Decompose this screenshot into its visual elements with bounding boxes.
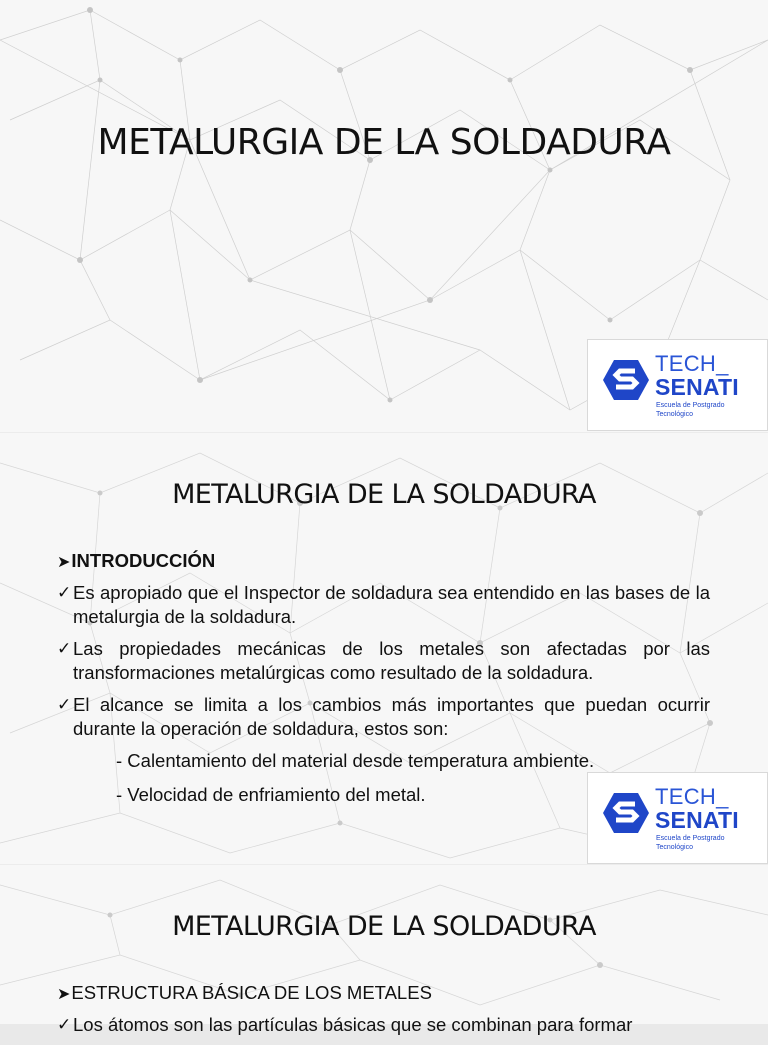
list-item: ✓ El alcance se limita a los cambios más importantes que puedan ocurrir durante la operación de soldadura, estos son: (57, 694, 710, 739)
check-bullet-icon: ✓ (57, 639, 72, 658)
check-bullet-icon: ✓ (57, 695, 72, 714)
check-bullet-icon: ✓ (57, 583, 72, 602)
section-heading: ➤ ESTRUCTURA BÁSICA DE LOS METALES (57, 981, 710, 1007)
logo-line-1: TECH_ (655, 351, 729, 376)
sub-list-item: - Calentamiento del material desde temperatura ambiente. (116, 750, 595, 771)
slide-estructura (0, 865, 768, 1035)
tech-senati-logo (587, 339, 768, 431)
logo-line-1: TECH_ (655, 784, 729, 809)
logo-tagline: Escuela de Postgrado Tecnológico (656, 402, 725, 418)
list-item: ✓ Los átomos son las partículas básicas que se combinan para formar (57, 1014, 633, 1035)
section-heading: ➤ INTRODUCCIÓN (57, 549, 710, 575)
list-item: ✓ Las propiedades mecánicas de los metales son afectadas por las transformaciones metalúrgicas como resultado de la soldadura. (57, 638, 710, 683)
slide-3-body (57, 981, 710, 1045)
senati-s-icon (602, 358, 650, 402)
arrow-bullet-icon: ➤ (57, 986, 71, 1003)
check-bullet-icon: ✓ (57, 1015, 72, 1034)
arrow-bullet-icon: ➤ (57, 554, 71, 571)
sub-list-item: - Velocidad de enfriamiento del metal. (116, 784, 426, 805)
slide-3-heading: METALURGIA DE LA SOLDADURA (172, 911, 596, 942)
logo-line-2: SENATI (655, 374, 739, 400)
senati-s-icon (602, 791, 650, 835)
logo-line-2: SENATI (655, 807, 739, 833)
tech-senati-logo (587, 772, 768, 864)
logo-tagline: Escuela de Postgrado Tecnológico (656, 835, 725, 851)
list-item: ✓ Es apropiado que el Inspector de soldadura sea entendido en las bases de la metalurgia de la soldadura. (57, 582, 710, 627)
slide-2-heading: METALURGIA DE LA SOLDADURA (172, 479, 596, 510)
slide-1-title: METALURGIA DE LA SOLDADURA (97, 122, 671, 163)
